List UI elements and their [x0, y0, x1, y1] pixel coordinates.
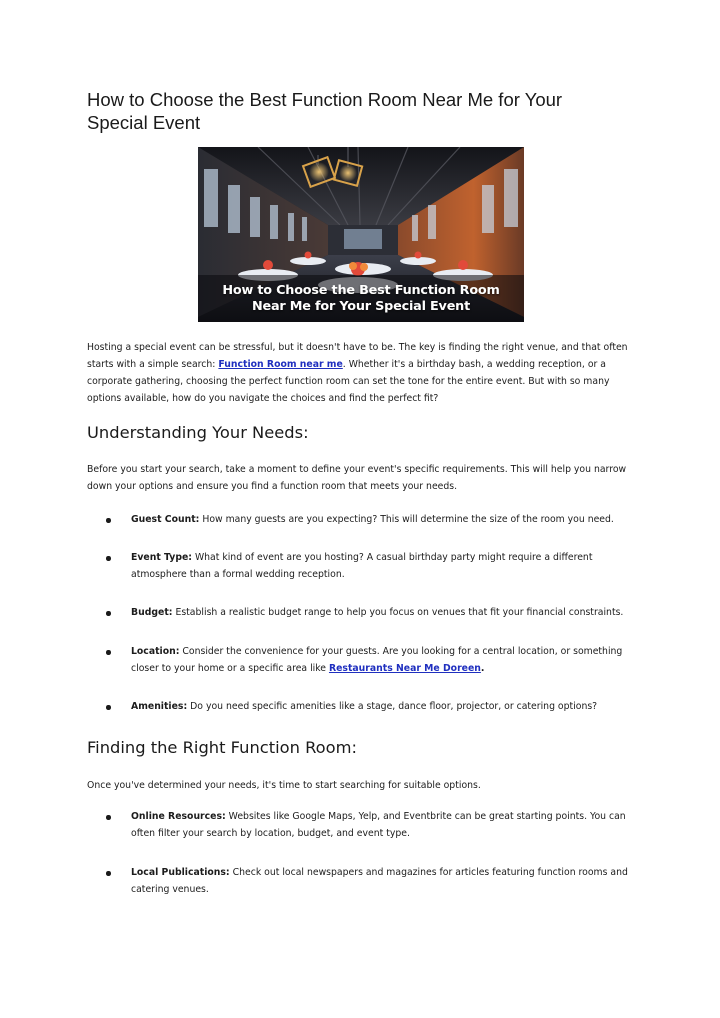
section-heading-finding: Finding the Right Function Room: [87, 738, 357, 757]
section2-lead: Once you've determined your needs, it's time to start searching for suitable options. [87, 780, 481, 791]
list-item-label: Location: [131, 646, 180, 657]
list-item-local-publications [87, 864, 635, 898]
intro-paragraph [87, 339, 635, 407]
list-item-text: Websites like Google Maps, Yelp, and Eventbrite can be great starting points. You can often filter your search by location, budget, and event type. [131, 811, 626, 839]
hero-caption [198, 283, 524, 315]
list-item-label: Guest Count: [131, 514, 200, 525]
section1-lead: Before you start your search, take a moment to define your event's specific requirements. This will help you narrow down your options and ensure you find a function room that meets your needs. [87, 464, 627, 492]
restaurants-near-me-link[interactable]: Restaurants Near Me Doreen [328, 663, 481, 674]
bullet-icon [106, 650, 111, 655]
bullet-icon [106, 518, 111, 523]
list-item-label: Amenities: [131, 701, 188, 712]
list-item-location [87, 643, 635, 677]
intro-text-before-link: Hosting a special event can be stressful, but it doesn't have to be. The key is finding the right venue, and that often starts with a simple search: [87, 342, 628, 370]
section-heading-understanding: Understanding Your Needs: [87, 423, 309, 442]
list-item-budget [87, 604, 635, 621]
hero-caption-line1: How to Choose the Best Function Room [222, 283, 500, 298]
list-item-period: . [480, 663, 485, 674]
list-item-label: Budget: [131, 607, 173, 618]
page-title: How to Choose the Best Function Room Near Me for Your Special Event [87, 89, 563, 133]
list-item-event-type [87, 549, 635, 583]
list-item-text: Consider the convenience for your guests. Are you looking for a central location, or something closer to your home or a specific area like [131, 646, 623, 674]
function-room-link[interactable]: Function Room near me [218, 359, 343, 370]
bullet-icon [106, 815, 111, 820]
list-item-amenities [87, 698, 635, 715]
list-item-text: Establish a realistic budget range to help you focus on venues that fit your financial constraints. [172, 607, 624, 618]
list-item-guest-count [87, 511, 635, 528]
bullet-icon [106, 871, 111, 876]
intro-text-after-link: . Whether it's a birthday bash, a wedding reception, or a corporate gathering, choosing the perfect function room can set the tone for the entire event. But with so many options available, how do you navigate the choices and find the perfect fit? [87, 359, 610, 404]
list-item-text: Check out local newspapers and magazines for articles featuring function rooms and catering venues. [131, 867, 628, 895]
list-item-text: How many guests are you expecting? This will determine the size of the room you need. [199, 514, 614, 525]
bullet-icon [106, 556, 111, 561]
list-item-label: Local Publications: [131, 867, 230, 878]
bullet-icon [106, 611, 111, 616]
hero-image [198, 147, 524, 322]
list-item-online-resources [87, 808, 635, 842]
list-item-text: Do you need specific amenities like a stage, dance floor, projector, or catering options? [187, 701, 598, 712]
list-item-label: Event Type: [131, 552, 192, 563]
bullet-icon [106, 705, 111, 710]
hero-caption-line2: Near Me for Your Special Event [251, 299, 471, 314]
list-item-text: What kind of event are you hosting? A casual birthday party might require a different atmosphere than a formal wedding reception. [131, 552, 593, 580]
list-item-label: Online Resources: [131, 811, 226, 822]
